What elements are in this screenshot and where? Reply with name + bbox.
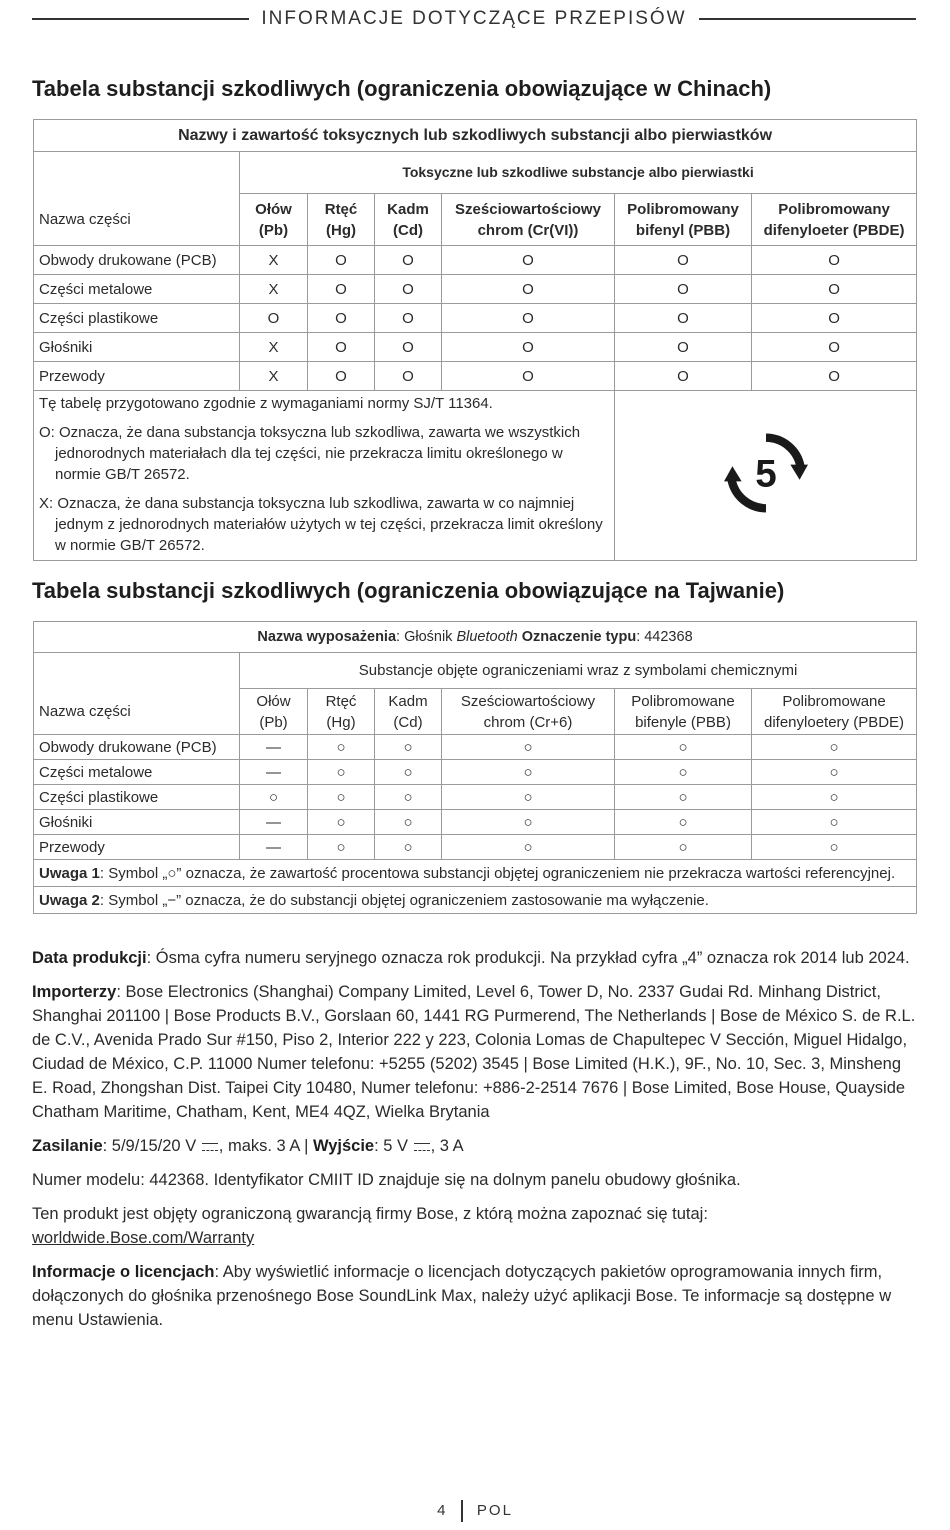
table-row	[34, 362, 917, 391]
china-substance-mark: O	[442, 362, 615, 391]
china-col-header	[442, 194, 615, 246]
taiwan-col-header	[442, 689, 615, 735]
taiwan-type-label: Oznaczenie typu	[521, 628, 637, 645]
china-substance-mark: O	[375, 246, 442, 275]
taiwan-note-2	[34, 887, 917, 914]
taiwan-substance-mark: ○	[308, 785, 375, 810]
china-substance-mark: O	[615, 333, 752, 362]
power-voltage: : 5/9/15/20 V	[102, 1137, 201, 1155]
taiwan-col-header-line: (Pb)	[259, 713, 288, 731]
china-section-title: Tabela substancji szkodliwych (ograniczenia obowiązujące w Chinach)	[32, 76, 772, 101]
china-col-header-line: Ołów	[255, 200, 292, 218]
power-current: , maks. 3 A |	[218, 1137, 313, 1155]
china-col-header-line: bifenyl (PBB)	[635, 221, 731, 239]
table-row	[34, 835, 917, 860]
regulatory-body-text	[32, 946, 918, 1342]
taiwan-substance-mark: ○	[308, 810, 375, 835]
china-part-name: Przewody	[34, 362, 240, 391]
china-substance-mark: O	[615, 304, 752, 333]
taiwan-type-value: : 442368	[636, 628, 693, 645]
table-row	[34, 785, 917, 810]
table-row	[34, 304, 917, 333]
taiwan-col-header	[240, 689, 308, 735]
efup-number: 5	[754, 451, 777, 495]
warranty-paragraph	[32, 1202, 918, 1250]
warranty-link[interactable]: worldwide.Bose.com/Warranty	[32, 1229, 255, 1247]
china-col-header-line: (Hg)	[326, 221, 356, 239]
taiwan-col-header-line: chrom (Cr+6)	[483, 713, 573, 731]
page-header-title: INFORMACJE DOTYCZĄCE PRZEPISÓW	[261, 8, 687, 29]
taiwan-substance-mark: ○	[308, 760, 375, 785]
importers-label: Importerzy	[32, 983, 117, 1001]
china-part-name: Części metalowe	[34, 275, 240, 304]
taiwan-equipment-value: : Głośnik	[396, 628, 457, 645]
taiwan-col-header-line: difenyloetery (PBDE)	[764, 713, 905, 731]
china-part-name: Głośniki	[34, 333, 240, 362]
china-col-header-line: Sześciowartościowy	[455, 200, 601, 218]
taiwan-col-header	[615, 689, 752, 735]
china-substance-mark: O	[308, 304, 375, 333]
taiwan-substance-mark: ○	[615, 785, 752, 810]
taiwan-substance-mark: ○	[752, 835, 917, 860]
china-substance-mark: O	[240, 304, 308, 333]
taiwan-col-header-line: Rtęć	[325, 692, 357, 710]
china-substance-mark: O	[375, 275, 442, 304]
production-label: Data produkcji	[32, 949, 147, 967]
table-row	[34, 333, 917, 362]
china-substance-mark: O	[752, 362, 917, 391]
china-part-name: Części plastikowe	[34, 304, 240, 333]
production-date-paragraph	[32, 946, 918, 970]
taiwan-part-name: Obwody drukowane (PCB)	[34, 735, 240, 760]
power-paragraph	[32, 1134, 918, 1158]
efup-5-icon	[724, 431, 808, 515]
table-row	[34, 810, 917, 835]
china-substance-mark: O	[442, 304, 615, 333]
footer-separator	[461, 1500, 463, 1522]
taiwan-part-name: Przewody	[34, 835, 240, 860]
page-footer	[0, 1500, 950, 1522]
taiwan-col-header-line: Polibromowane	[782, 692, 886, 710]
china-col-header	[240, 194, 308, 246]
taiwan-substance-mark: ○	[752, 760, 917, 785]
china-group-header: Toksyczne lub szkodliwe substancje albo pierwiastki	[240, 152, 917, 194]
header-rule-right	[699, 18, 916, 20]
dc-symbol-icon	[414, 1143, 430, 1151]
taiwan-substances-table	[33, 621, 917, 914]
china-substance-mark: O	[375, 304, 442, 333]
china-substance-mark: O	[442, 246, 615, 275]
china-substance-mark: O	[375, 362, 442, 391]
china-substance-mark: O	[442, 275, 615, 304]
page-number: 4	[437, 1501, 448, 1519]
china-col-header	[308, 194, 375, 246]
china-substance-mark: X	[240, 275, 308, 304]
china-col-header-line: difenyloeter (PBDE)	[763, 221, 905, 239]
taiwan-col-header-line: Ołów	[256, 692, 291, 710]
china-substance-mark: O	[308, 333, 375, 362]
license-text: : Aby wyświetlić informacje o licencjach dotyczących pakietów oprogramowania innych firm, dołączonych do głośnika przenośnego Bose SoundLink Max, należy użyć aplikacji Bose. Te informacje są dostępne w menu Ustawienia.	[32, 1263, 892, 1329]
taiwan-col-header-line: (Hg)	[326, 713, 356, 731]
taiwan-part-header: Nazwa części	[34, 689, 240, 735]
china-col-header-line: Polibromowany	[627, 200, 739, 218]
taiwan-part-name: Głośniki	[34, 810, 240, 835]
taiwan-group-header: Substancje objęte ograniczeniami wraz z symbolami chemicznymi	[240, 653, 917, 689]
china-part-name: Obwody drukowane (PCB)	[34, 246, 240, 275]
language-code: POL	[476, 1501, 513, 1519]
china-note-o: O: Oznacza, że dana substancja toksyczna lub szkodliwa, zawarta we wszystkich jednorodnych materiałach dla tej części, nie przekracza limitu określonego w normie GB/T 26572.	[39, 424, 581, 483]
warranty-text: Ten produkt jest objęty ograniczoną gwarancją firmy Bose, z którą można zapoznać się tutaj:	[32, 1205, 708, 1223]
dc-symbol-icon	[202, 1143, 218, 1151]
china-substance-mark: X	[240, 333, 308, 362]
taiwan-col-header-line: (Cd)	[393, 713, 423, 731]
taiwan-section-title: Tabela substancji szkodliwych (ograniczenia obowiązujące na Tajwanie)	[32, 578, 785, 603]
china-substance-mark: O	[615, 246, 752, 275]
taiwan-note-2-label: Uwaga 2	[39, 891, 100, 909]
china-substance-mark: O	[375, 333, 442, 362]
china-substance-mark: O	[308, 246, 375, 275]
taiwan-note-2-text: : Symbol „−” oznacza, że do substancji objętej ograniczeniem zastosowanie ma wyłączenie.	[99, 891, 709, 909]
taiwan-substance-mark: ○	[442, 735, 615, 760]
china-col-header	[752, 194, 917, 246]
table-row	[34, 735, 917, 760]
output-label: Wyjście	[312, 1137, 375, 1155]
china-notes	[34, 391, 615, 561]
taiwan-corner-cell	[34, 653, 240, 689]
production-text: : Ósma cyfra numeru seryjnego oznacza rok produkcji. Na przykład cyfra „4” oznacza rok 2014 lub 2024.	[146, 949, 910, 967]
taiwan-substance-mark: ○	[375, 810, 442, 835]
china-substance-mark: O	[308, 275, 375, 304]
china-logo-cell	[615, 391, 917, 561]
china-substance-mark: O	[752, 275, 917, 304]
taiwan-col-header-line: Polibromowane	[631, 692, 735, 710]
china-substances-table	[33, 119, 917, 561]
china-col-header-line: Kadm	[387, 200, 429, 218]
china-part-header: Nazwa części	[34, 194, 240, 246]
china-note-standard: Tę tabelę przygotowano zgodnie z wymaganiami normy SJ/T 11364.	[39, 395, 493, 412]
taiwan-substance-mark: ○	[375, 760, 442, 785]
taiwan-substance-mark: ○	[442, 810, 615, 835]
taiwan-substance-mark: —	[240, 735, 308, 760]
taiwan-col-header	[375, 689, 442, 735]
taiwan-substance-mark: ○	[615, 760, 752, 785]
taiwan-substance-mark: ○	[308, 835, 375, 860]
taiwan-equipment-bluetooth: Bluetooth	[456, 628, 518, 645]
taiwan-substance-mark: ○	[308, 735, 375, 760]
china-col-header-line: (Pb)	[258, 221, 289, 239]
taiwan-equipment-row	[34, 622, 917, 653]
taiwan-equipment-label: Nazwa wyposażenia	[257, 628, 397, 645]
table-row	[34, 760, 917, 785]
taiwan-substance-mark: ○	[375, 835, 442, 860]
taiwan-substance-mark: ○	[752, 810, 917, 835]
china-substance-mark: O	[615, 362, 752, 391]
taiwan-substance-mark: ○	[615, 735, 752, 760]
taiwan-substance-mark: ○	[375, 785, 442, 810]
table-row	[34, 246, 917, 275]
taiwan-substance-mark: ○	[615, 810, 752, 835]
china-substance-mark: O	[308, 362, 375, 391]
china-corner-cell	[34, 152, 240, 194]
table-row	[34, 275, 917, 304]
taiwan-substance-mark: ○	[442, 785, 615, 810]
china-substance-mark: X	[240, 246, 308, 275]
taiwan-substance-mark: ○	[375, 735, 442, 760]
china-substance-mark: O	[615, 275, 752, 304]
license-label: Informacje o licencjach	[32, 1263, 215, 1281]
taiwan-substance-mark: ○	[752, 735, 917, 760]
taiwan-col-header	[308, 689, 375, 735]
china-col-header-line: Rtęć	[324, 200, 358, 218]
license-paragraph	[32, 1260, 918, 1332]
taiwan-substance-mark: ○	[615, 835, 752, 860]
taiwan-substance-mark: ○	[752, 785, 917, 810]
model-paragraph: Numer modelu: 442368. Identyfikator CMIIT ID znajduje się na dolnym panelu obudowy głośnika.	[32, 1171, 741, 1189]
china-substance-mark: O	[752, 304, 917, 333]
china-note-x: X: Oznacza, że dana substancja toksyczna lub szkodliwa, zawarta w co najmniej jednym z jednorodnych materiałów użytych w tej części, przekracza limit określony w normie GB/T 26572.	[39, 495, 603, 554]
china-substance-mark: X	[240, 362, 308, 391]
china-substance-mark: O	[752, 333, 917, 362]
china-col-header	[615, 194, 752, 246]
page-header	[32, 4, 916, 34]
taiwan-col-header-line: Kadm	[388, 692, 428, 710]
taiwan-part-name: Części metalowe	[34, 760, 240, 785]
taiwan-part-name: Części plastikowe	[34, 785, 240, 810]
taiwan-col-header-line: bifenyle (PBB)	[635, 713, 731, 731]
taiwan-substance-mark: —	[240, 760, 308, 785]
taiwan-substance-mark: ○	[240, 785, 308, 810]
china-substance-mark: O	[442, 333, 615, 362]
header-rule-left	[32, 18, 249, 20]
china-col-header-line: (Cd)	[393, 221, 423, 239]
china-table-title: Nazwy i zawartość toksycznych lub szkodliwych substancji albo pierwiastków	[34, 120, 917, 152]
taiwan-substance-mark: —	[240, 810, 308, 835]
taiwan-note-1-text: : Symbol „○” oznacza, że zawartość procentowa substancji objętej ograniczeniem nie przekracza wartości referencyjnej.	[99, 864, 896, 882]
output-current: , 3 A	[430, 1137, 464, 1155]
taiwan-col-header-line: Sześciowartościowy	[460, 692, 596, 710]
importers-text: : Bose Electronics (Shanghai) Company Limited, Level 6, Tower D, No. 2337 Gudai Rd. Minhang District, Shanghai 201100 | Bose Products B.V., Gorslaan 60, 1441 RG Purmerend, The Netherlands | Bose de México S. de R.L. de C.V., Avenida Prado Sur #150, Piso 2, Interior 222 y 223, Colonia Lomas de Chapultepec V Sección, Miguel Hidalgo, Ciudad de México, C.P. 11000 Numer telefonu: +5255 (5202) 3545 | Bose Limited (H.K.), 9F., No. 10, Sec. 3, Minsheng E. Road, Zhongshan Dist. Taipei City 10480, Numer telefonu: +886-2-2514 7676 | Bose Limited, Bose House, Quayside Chatham Maritime, Chatham, Kent, ME4 4QZ, Wielka Brytania	[32, 983, 916, 1121]
taiwan-note-1	[34, 860, 917, 887]
china-col-header-line: Polibromowany	[778, 200, 890, 218]
china-col-header-line: chrom (Cr(VI))	[477, 221, 579, 239]
china-col-header	[375, 194, 442, 246]
taiwan-substance-mark: ○	[442, 760, 615, 785]
taiwan-col-header	[752, 689, 917, 735]
china-substance-mark: O	[752, 246, 917, 275]
taiwan-note-1-label: Uwaga 1	[39, 864, 100, 882]
power-label: Zasilanie	[32, 1137, 103, 1155]
taiwan-substance-mark: ○	[442, 835, 615, 860]
taiwan-substance-mark: —	[240, 835, 308, 860]
output-voltage: : 5 V	[374, 1137, 413, 1155]
importers-paragraph	[32, 980, 918, 1124]
